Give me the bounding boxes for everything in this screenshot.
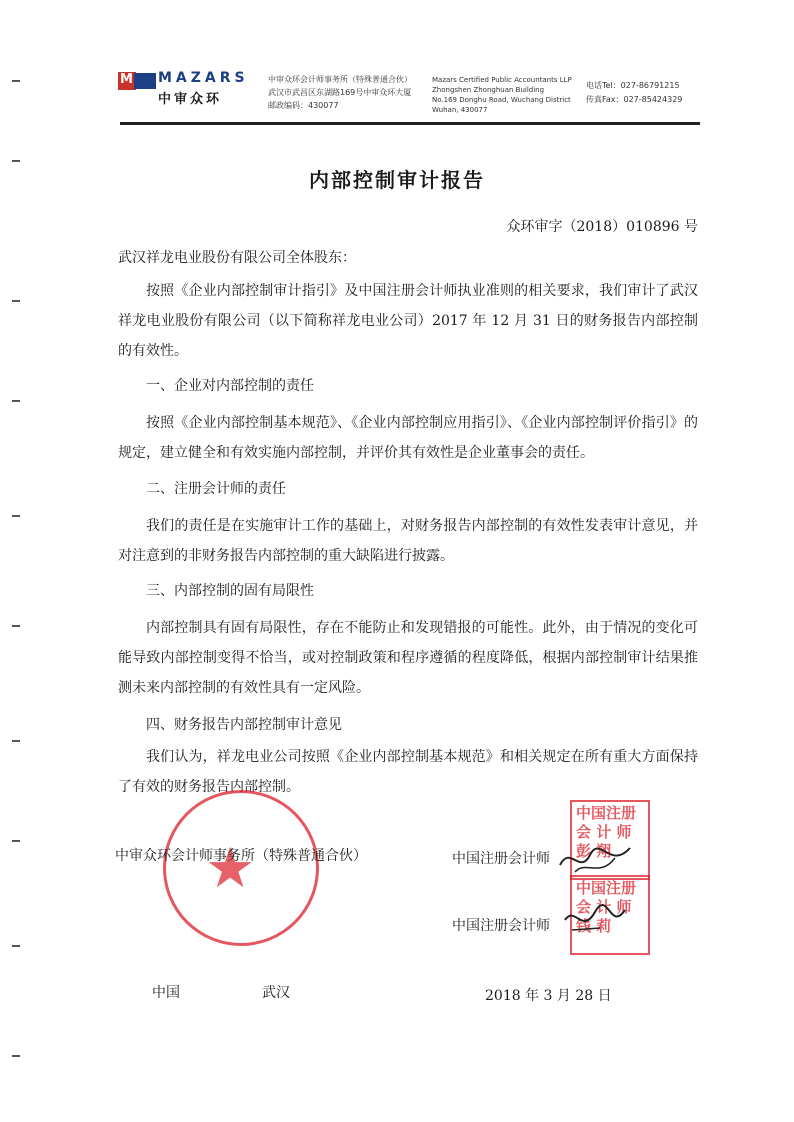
firm-tel: 电话Tel：027-86791215: [586, 81, 680, 90]
cpa-label: 中国注册会计师: [452, 851, 550, 867]
section-heading: 四、财务报告内部控制审计意见: [146, 717, 342, 733]
section-heading: 三、内部控制的固有局限性: [146, 583, 314, 599]
section-body: 按照《企业内部控制基本规范》、《企业内部控制应用指引》、《企业内部控制评价指引》的规定，建立健全和有效实施内部控制，并评价其有效性是企业董事会的责任。: [118, 415, 698, 461]
brand-en: MAZARS: [158, 70, 249, 86]
handwritten-signature-1: [555, 840, 635, 880]
firm-zh-name: 中审众环会计师事务所（特殊普通合伙）: [268, 75, 412, 84]
cpa-label: 中国注册会计师: [452, 918, 550, 934]
reference-number: 众环审字（2018）010896 号: [506, 219, 698, 235]
scan-mark: [12, 400, 20, 402]
seal-star-icon: ★: [205, 836, 256, 901]
scan-mark: [12, 80, 20, 82]
section-heading: 一、企业对内部控制的责任: [146, 378, 314, 394]
section-body: 我们认为，祥龙电业公司按照《企业内部控制基本规范》和相关规定在所有重大方面保持了有效的财务报告内部控制。: [118, 749, 698, 795]
scan-mark: [12, 515, 20, 517]
firm-zh-postcode: 邮政编码：430077: [268, 101, 339, 110]
scan-mark: [12, 740, 20, 742]
brand-zh: 中审众环: [158, 92, 223, 107]
scan-mark: [12, 840, 20, 842]
section-body: 我们的责任是在实施审计工作的基础上，对财务报告内部控制的有效性发表审计意见，并对注意到的非财务报告内部控制的重大缺陷进行披露。: [118, 518, 698, 564]
scan-mark: [12, 1055, 20, 1057]
city: 武汉: [262, 985, 290, 1001]
report-title: 内部控制审计报告: [309, 168, 485, 192]
salutation: 武汉祥龙电业股份有限公司全体股东：: [118, 250, 356, 266]
section-body: 内部控制具有固有局限性，存在不能防止和发现错报的可能性。此外，由于情况的变化可能导致内部控制变得不恰当，或对控制政策和程序遵循的程度降低，根据内部控制审计结果推测未来内部控制的有效性具有一定风险。: [118, 620, 698, 696]
logo-letter: M: [120, 72, 133, 87]
firm-zh-address: 武汉市武昌区东湖路169号中审众环大厦: [268, 88, 412, 97]
scan-mark: [12, 160, 20, 162]
scan-mark: [12, 945, 20, 947]
firm-en-name: Mazars Certified Public Accountants LLP: [432, 76, 572, 84]
firm-en-city: Wuhan, 430077: [432, 106, 488, 114]
firm-signature: 中审众环会计师事务所（特殊普通合伙）: [115, 848, 367, 864]
country: 中国: [152, 985, 180, 1001]
firm-en-building: Zhongshen Zhonghuan Building: [432, 86, 545, 94]
firm-fax: 传真Fax：027-85424329: [586, 95, 683, 104]
handwritten-signature-2: [560, 900, 630, 940]
scan-mark: [12, 300, 20, 302]
cpa-stamp: 中国注册 会 计 师 钱 莉: [570, 875, 650, 955]
scan-mark: [12, 625, 20, 627]
firm-en-road: No.169 Donghu Road, Wuchang District: [432, 96, 571, 104]
report-date: 2018 年 3 月 28 日: [485, 988, 612, 1004]
section-heading: 二、注册会计师的责任: [146, 481, 286, 497]
intro-paragraph: 按照《企业内部控制审计指引》及中国注册会计师执业准则的相关要求，我们审计了武汉祥龙电业股份有限公司（以下简称祥龙电业公司）2017 年 12 月 31 日的财务报告内部控制的有效性。: [118, 283, 698, 359]
header-divider: [120, 122, 700, 125]
cpa-stamp: 中国注册 会 计 师 彭 翔: [570, 800, 650, 880]
